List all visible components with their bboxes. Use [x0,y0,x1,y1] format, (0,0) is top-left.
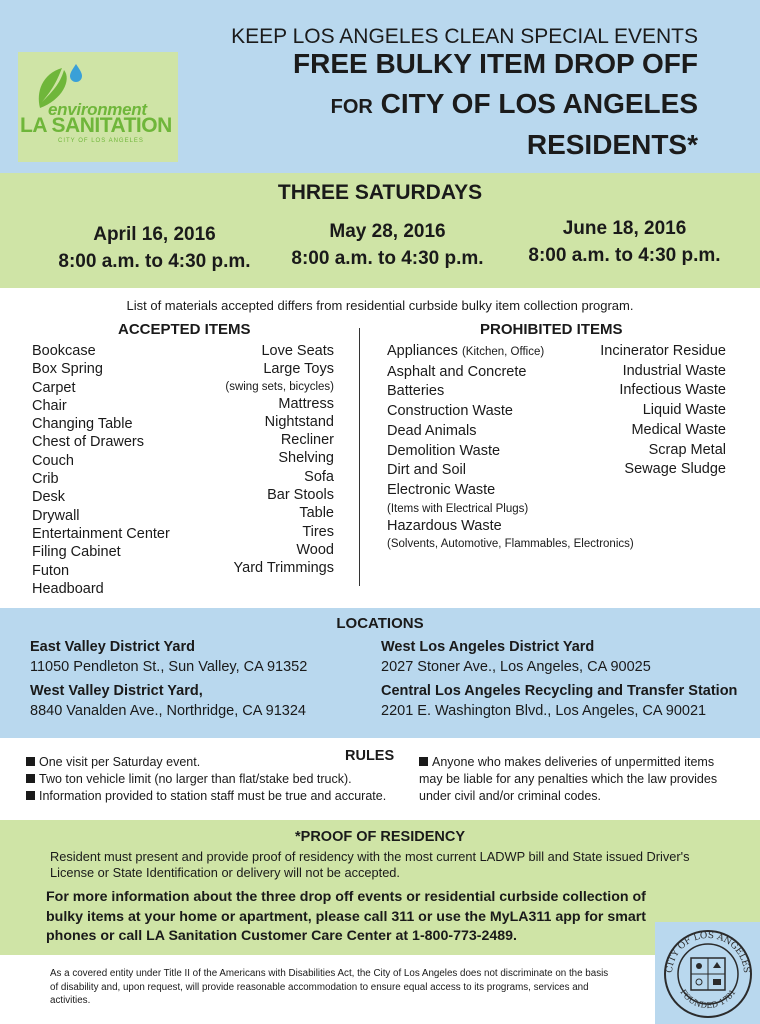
proof-title: *PROOF OF RESIDENCY [295,829,465,845]
list-item: Recliner [280,432,334,449]
logo-tagline: CITY OF LOS ANGELES [58,138,144,144]
location-central-la [381,681,737,721]
list-item: Wood [296,541,334,558]
rule-text: Two ton vehicle limit (no larger than flat/stake bed truck). [39,772,352,786]
header-title-line2 [331,88,698,120]
list-item: Futon [32,562,70,579]
list-item: Crib [32,471,59,488]
list-item: Electronic Waste [387,481,496,498]
rule-item-penalties [419,754,737,805]
logo-word-environment: environment [48,100,147,119]
prohibited-items-title: PROHIBITED ITEMS [480,321,623,338]
list-item: Bookcase [32,343,96,359]
header-band [0,0,760,173]
item-appliances: Appliances [387,343,458,359]
city-seal-box [655,922,760,1024]
location-address: 8840 Vanalden Ave., Northridge, CA 91324 [30,703,306,719]
list-item: Liquid Waste [642,402,726,419]
list-item: Desk [32,489,66,506]
event-time: 8:00 a.m. to 4:30 p.m. [528,245,721,266]
event-date: May 28, 2016 [329,221,446,242]
list-item: Drywall [32,507,80,524]
rule-item [26,771,352,788]
list-item: Construction Waste [387,403,513,420]
location-name: West Los Angeles District Yard [381,639,595,655]
accepted-items-title: ACCEPTED ITEMS [118,321,251,338]
event-date: April 16, 2016 [93,224,216,245]
list-item: Large Toys [263,361,334,378]
list-item: Bar Stools [267,487,334,504]
list-item: Industrial Waste [622,362,726,379]
event-date-3 [522,215,727,269]
list-item: Changing Table [32,416,133,433]
location-name: Central Los Angeles Recycling and Transfer Station [381,683,738,699]
list-item: Table [299,505,334,522]
dates-title: THREE SATURDAYS [277,181,483,204]
accepted-items-right [190,342,334,578]
event-date-2 [285,218,490,272]
header-title-line1: FREE BULKY ITEM DROP OFF [293,48,698,79]
list-item: Headboard [32,580,104,597]
column-divider [359,328,360,586]
bullet-square-icon [419,757,428,766]
list-item: Sofa [304,468,334,485]
list-item: Filing Cabinet [32,544,121,561]
list-item-note: (Items with Electrical Plugs) [387,502,529,515]
rules-title: RULES [345,748,395,764]
list-item: Entertainment Center [32,525,170,542]
list-item: Medical Waste [631,421,726,438]
location-west-valley [30,681,306,721]
more-info-text: For more information about the three drop off events or residential curbside collection of bulky items at your home or apartment, please call 311 or use the MyLA311 app for smart phones or call LA Sanitation Customer Care Center at 1-800-773-2489. [46,889,647,944]
list-item: Dirt and Soil [387,462,466,479]
event-time: 8:00 a.m. to 4:30 p.m. [58,251,251,272]
seal-text-top: CITY OF LOS ANGELES [664,930,752,974]
locations-title: LOCATIONS [336,615,424,632]
location-address: 11050 Pendleton St., Sun Valley, CA 91352 [30,659,308,675]
list-item: Scrap Metal [648,441,726,458]
items-note: List of materials accepted differs from residential curbside bulky item collection program. [126,298,634,313]
header-title-city: CITY OF LOS ANGELES [380,88,698,119]
list-item-note: (Kitchen, Office) [461,346,545,358]
rule-text: Anyone who makes deliveries of unpermitted items may be liable for any penalties which the law provides under civil and/or criminal codes. [419,755,718,803]
header-subtitle: KEEP LOS ANGELES CLEAN SPECIAL EVENTS [231,25,698,48]
header-title-line3: RESIDENTS* [526,129,698,160]
list-item: Infectious Waste [619,382,726,399]
event-dates-band [0,173,760,288]
list-item: Batteries [387,383,445,400]
list-item-note: (swing sets, bicycles) [225,380,334,393]
rules-section [0,738,760,820]
location-address: 2201 E. Washington Blvd., Los Angeles, CA 90021 [381,703,707,719]
bullet-square-icon [26,774,35,783]
list-item-note: (Solvents, Automotive, Flammables, Electronics) [387,538,634,551]
locations-band [0,608,760,738]
list-item: Asphalt and Concrete [387,363,527,380]
rule-text: One visit per Saturday event. [39,755,201,769]
la-sanitation-logo [18,52,178,162]
footer [0,955,760,1024]
list-item: Mattress [278,395,334,412]
prohibited-items-right [580,342,726,480]
list-item: Carpet [32,379,76,396]
bullet-square-icon [26,791,35,800]
list-item: Couch [32,452,74,469]
event-date: June 18, 2016 [562,218,687,239]
list-item: Demolition Waste [387,442,501,459]
list-item: Chair [32,397,67,414]
list-item: Love Seats [261,343,334,359]
list-item: Yard Trimmings [233,560,334,577]
header-title-for: FOR [330,96,373,118]
location-east-valley [30,637,307,677]
accepted-items-left [32,342,170,598]
list-item: Box Spring [32,361,103,378]
logo-word-la-sanitation: LA SANITATION [20,114,172,137]
location-west-la [381,637,651,677]
list-item: Dead Animals [387,422,477,439]
location-name: East Valley District Yard [30,639,195,655]
location-address: 2027 Stoner Ave., Los Angeles, CA 90025 [381,659,651,675]
ada-statement: As a covered entity under Title II of the Americans with Disabilities Act, the City of Los Angeles does not discriminate on the basis of disability and, upon request, will provide reasonable accommodation to ensure equal access to its programs, services and activities. [50,968,609,1006]
list-item: Hazardous Waste [387,517,502,534]
event-date-1 [52,221,257,275]
proof-text: Resident must present and provide proof of residency with the most current LADWP bill and State issued Driver's License or State Identification or delivery will not be accepted. [50,849,690,880]
rule-item [26,754,200,771]
bullet-square-icon [26,757,35,766]
list-item: Chest of Drawers [32,434,145,451]
list-item: Sewage Sludge [624,461,726,478]
list-item: Shelving [278,450,334,467]
proof-of-residency-band [0,820,760,955]
list-item: Nightstand [264,413,334,430]
rule-text: Information provided to station staff must be true and accurate. [39,789,387,803]
rule-item [26,788,386,805]
list-item: Tires [302,523,334,540]
city-seal-icon [655,922,760,1024]
items-section [0,288,760,608]
event-time: 8:00 a.m. to 4:30 p.m. [291,248,484,269]
seal-text-bottom: FOUNDED 1781 [678,987,738,1011]
list-item: Incinerator Residue [600,343,726,359]
location-name: West Valley District Yard, [30,683,203,699]
